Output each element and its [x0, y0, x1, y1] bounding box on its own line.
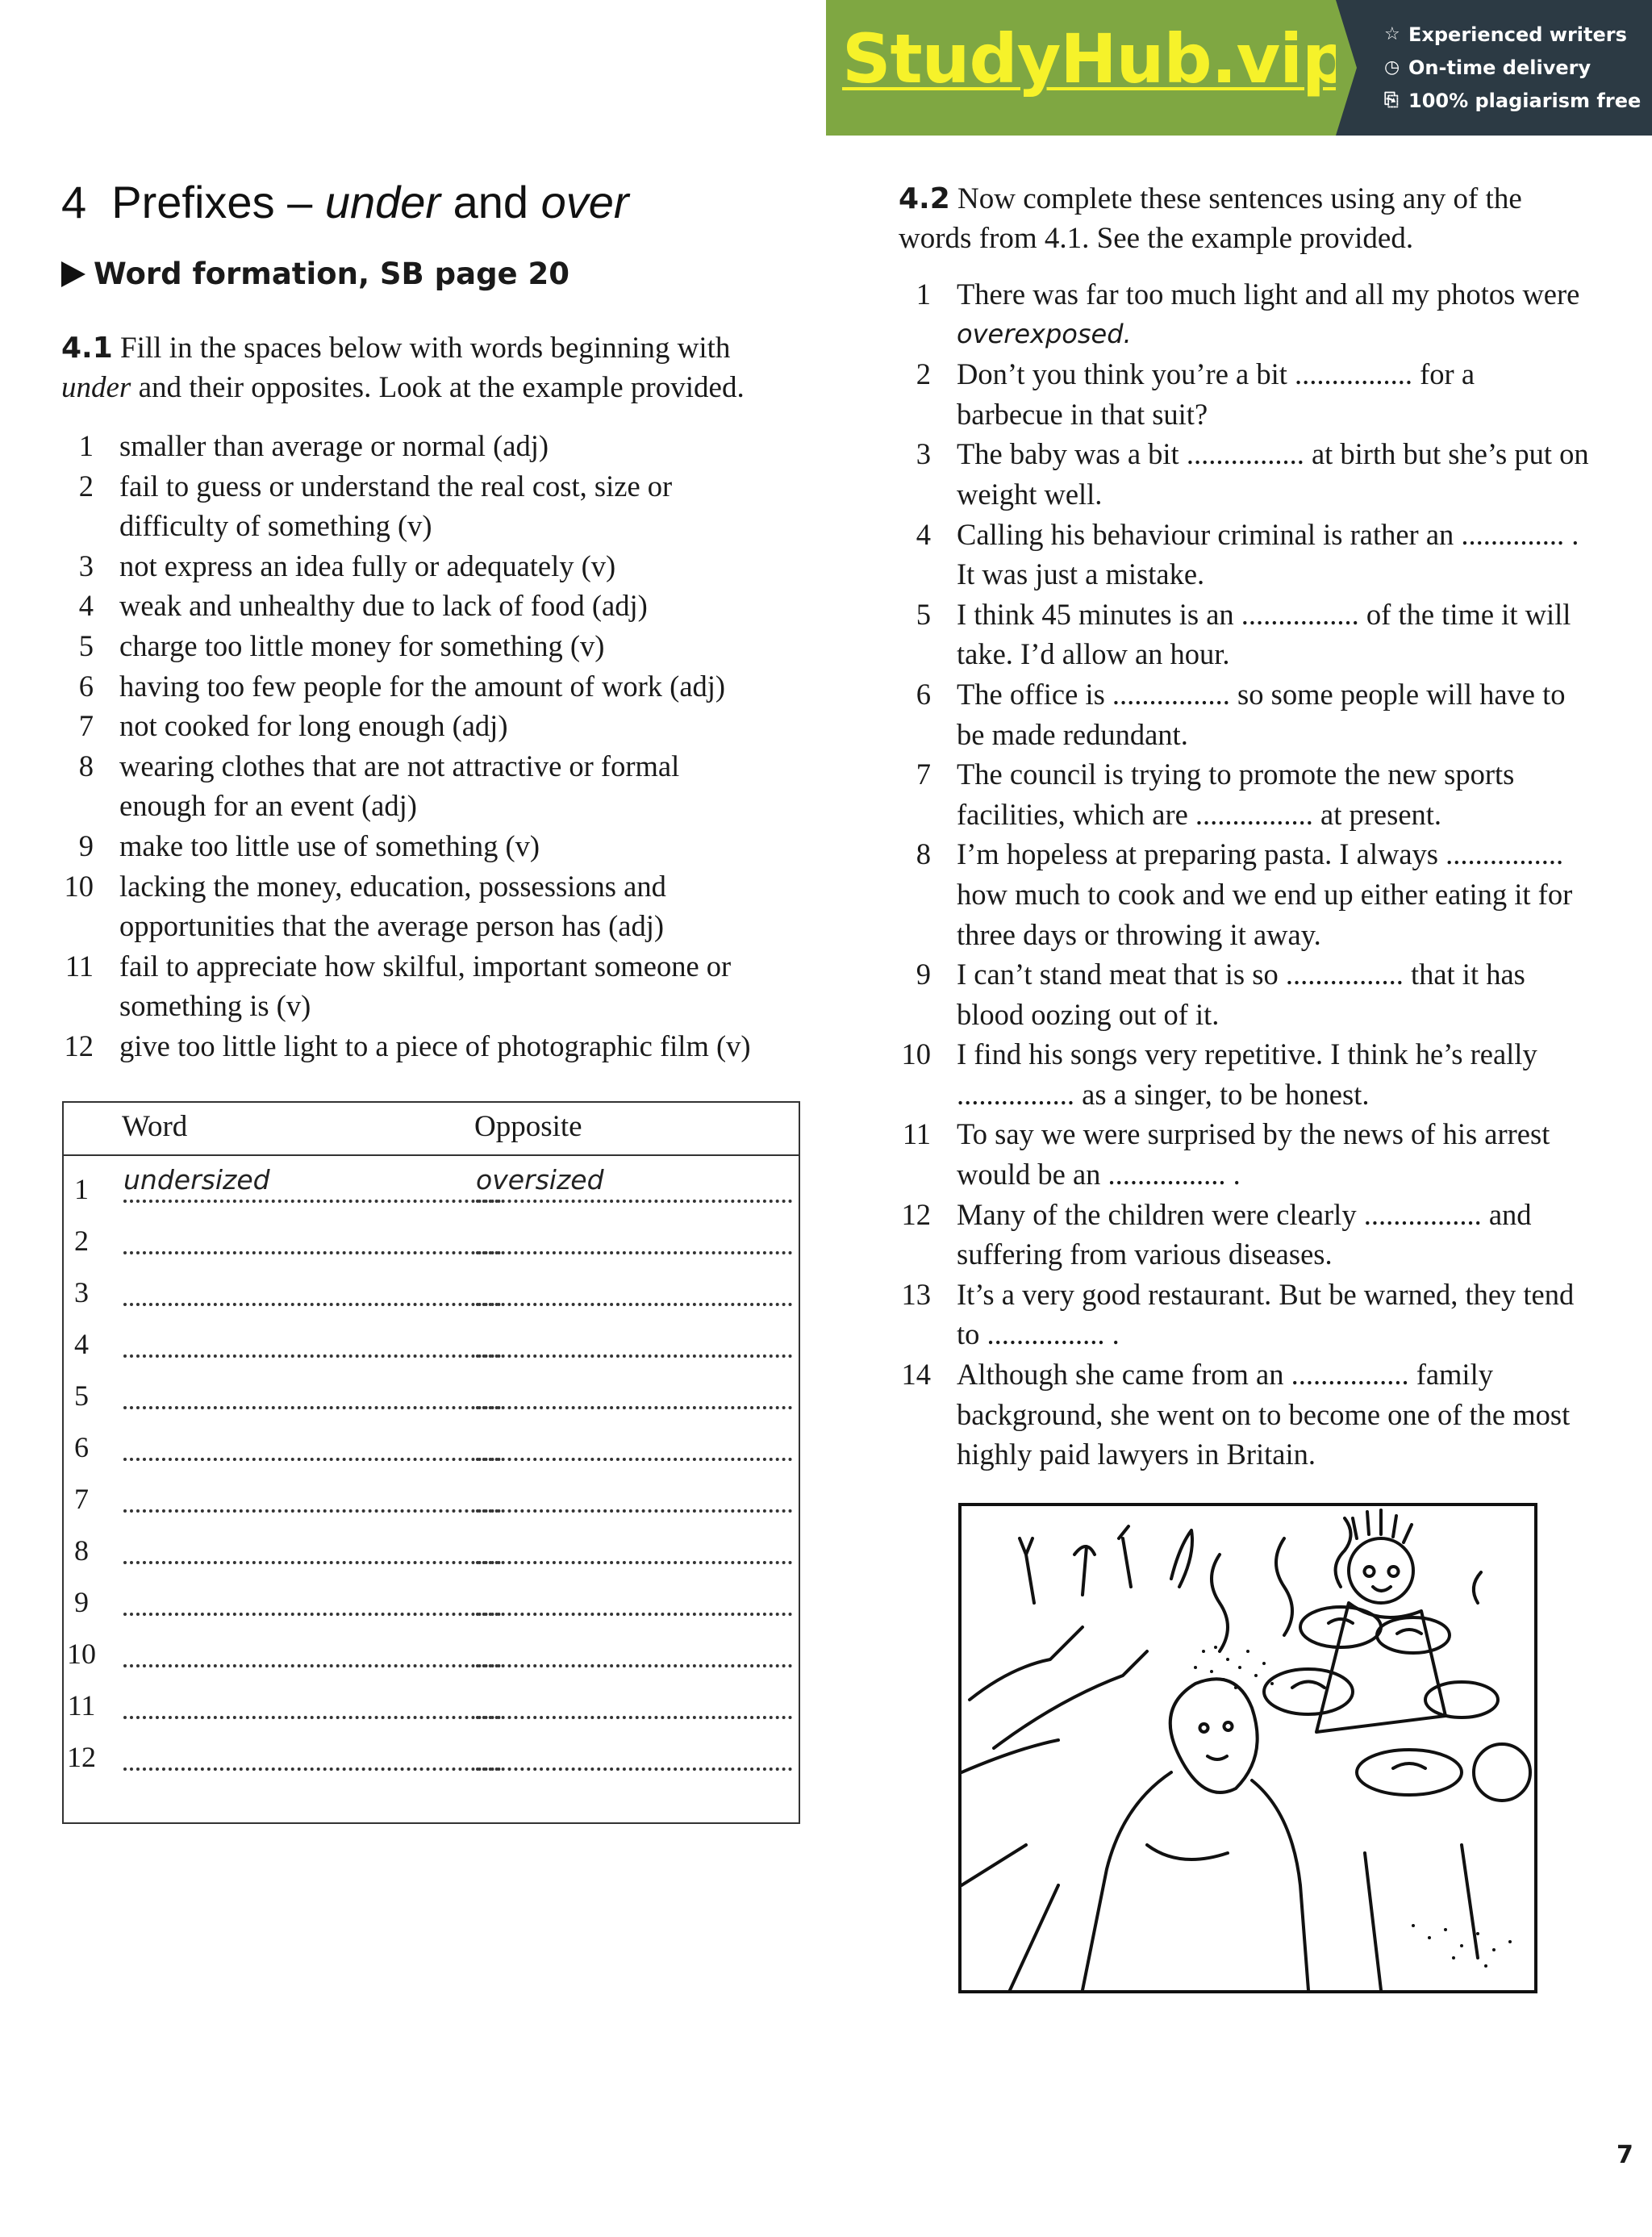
item-text-line: weak and unhealthy due to lack of food (adj) — [119, 589, 648, 623]
feature-item — [1384, 84, 1652, 117]
title-prefix: Prefixes – — [111, 177, 313, 227]
item-text-line: to ................ . — [957, 1317, 1120, 1351]
row-number: 9 — [74, 1586, 89, 1618]
table-row — [64, 1212, 799, 1264]
word-answer-field[interactable] — [123, 1629, 501, 1667]
instruction-text: Fill in the spaces below with words beginning with — [120, 332, 731, 365]
item-text-line: ................ as a singer, to be honest. — [957, 1077, 1370, 1111]
opposite-answer-field[interactable] — [476, 1319, 792, 1358]
opposite-answer-field[interactable]: oversized — [476, 1164, 792, 1203]
item-text-line: opportunities that the average person has (adj) — [119, 909, 665, 943]
page-title — [61, 176, 629, 228]
list-item — [899, 674, 1641, 754]
item-text-line: enough for an event (adj) — [119, 789, 417, 823]
word-answer-field[interactable] — [123, 1267, 501, 1306]
table-row — [64, 1264, 799, 1316]
item-text-line: It was just a mistake. — [957, 557, 1205, 591]
item-text-line: Although she came from an ................ family — [957, 1358, 1493, 1392]
row-number: 4 — [74, 1328, 89, 1360]
item-text-line: smaller than average or normal (adj) — [119, 429, 549, 462]
reference-line — [61, 257, 569, 291]
instruction-text: Now complete these sentences using any of the — [957, 182, 1522, 215]
table-row — [64, 1729, 799, 1780]
list-item — [899, 1275, 1641, 1354]
list-item — [899, 834, 1641, 954]
page-number: 7 — [1617, 2141, 1633, 2169]
row-number: 5 — [74, 1379, 89, 1412]
row-number: 7 — [74, 1483, 89, 1515]
list-item — [61, 626, 820, 666]
item-text-line: To say we were surprised by the news of his arrest — [957, 1117, 1550, 1151]
item-text-line: facilities, which are ................ at present. — [957, 797, 1442, 831]
item-number: 4 — [916, 517, 931, 551]
item-text-line: background, she went on to become one of the most — [957, 1397, 1571, 1431]
list-item — [61, 586, 820, 626]
opposite-answer-field[interactable] — [476, 1629, 792, 1667]
item-text-line: Many of the children were clearly ................ and — [957, 1197, 1532, 1231]
list-item — [899, 1354, 1641, 1475]
item-text-line: I find his songs very repetitive. I think he’s really — [957, 1037, 1537, 1071]
item-text-line: weight well. — [957, 477, 1103, 511]
list-item — [61, 666, 820, 707]
restaurant-cartoon — [962, 1506, 1534, 1990]
word-answer-field[interactable] — [123, 1680, 501, 1719]
opposite-answer-field[interactable] — [476, 1216, 792, 1254]
list-item — [899, 1195, 1641, 1275]
item-text-line: not cooked for long enough (adj) — [119, 709, 508, 743]
table-row — [64, 1316, 799, 1367]
title-word-under: under — [324, 177, 441, 227]
list-item — [61, 466, 820, 546]
list-item — [61, 866, 820, 946]
table-row — [64, 1522, 799, 1574]
table-row — [64, 1626, 799, 1677]
list-item — [61, 746, 820, 826]
word-table — [62, 1101, 800, 1824]
item-number: 11 — [65, 949, 94, 983]
word-answer-field[interactable] — [123, 1525, 501, 1564]
example-answer: overexposed. — [957, 318, 1132, 349]
item-text-line: how much to cook and we end up either eating it for — [957, 877, 1573, 911]
item-number: 12 — [901, 1197, 931, 1231]
word-answer-field[interactable] — [123, 1422, 501, 1461]
opposite-answer-field[interactable] — [476, 1474, 792, 1513]
item-text-line: having too few people for the amount of work (adj) — [119, 669, 726, 703]
table-row — [64, 1677, 799, 1729]
exercise-4-2-instruction — [899, 179, 1625, 258]
item-text-line: lacking the money, education, possessions and — [119, 869, 666, 903]
item-number: 5 — [916, 597, 931, 631]
feature-list — [1336, 0, 1652, 136]
opposite-answer-field[interactable] — [476, 1267, 792, 1306]
list-item — [899, 515, 1641, 595]
item-number: 5 — [78, 628, 94, 662]
list-item — [61, 426, 820, 466]
table-row — [64, 1419, 799, 1471]
item-text-line: fail to guess or understand the real cost, size or — [119, 469, 673, 503]
item-number: 3 — [916, 437, 931, 471]
row-number: 11 — [67, 1689, 96, 1722]
list-item — [899, 1034, 1641, 1114]
list-item — [61, 706, 820, 746]
document-check-icon: ⎘ — [1384, 90, 1399, 111]
exercise-4-1-instruction — [61, 328, 820, 407]
list-item — [899, 434, 1641, 514]
opposite-answer-field[interactable] — [476, 1525, 792, 1564]
studyhub-banner[interactable] — [826, 0, 1652, 136]
brand-logo[interactable] — [826, 0, 1350, 136]
item-number: 4 — [78, 589, 94, 623]
title-and: and — [453, 177, 529, 227]
unit-number: 4 — [61, 177, 87, 227]
exercise-number: 4.2 — [899, 182, 950, 215]
opposite-answer-field[interactable] — [476, 1422, 792, 1461]
item-number: 2 — [78, 469, 94, 503]
feature-text: Experienced writers — [1408, 23, 1627, 46]
word-answer-field[interactable] — [123, 1216, 501, 1254]
list-item — [899, 1114, 1641, 1194]
row-number: 1 — [74, 1173, 89, 1205]
table-row — [64, 1367, 799, 1419]
word-answer-field[interactable]: undersized — [123, 1164, 501, 1203]
item-text-line: I think 45 minutes is an ................ of the time it will — [957, 597, 1571, 631]
item-text-line: difficulty of something (v) — [119, 509, 432, 543]
word-answer-field[interactable] — [123, 1371, 501, 1409]
table-header — [64, 1103, 799, 1156]
opposite-answer-field[interactable] — [476, 1680, 792, 1719]
column-header-word: Word — [122, 1110, 188, 1143]
item-text-line: give too little light to a piece of photographic film (v) — [119, 1029, 751, 1062]
item-number: 3 — [78, 549, 94, 582]
item-number: 2 — [916, 357, 931, 391]
list-item — [899, 595, 1641, 674]
row-number: 10 — [67, 1638, 96, 1670]
list-item — [61, 546, 820, 586]
item-number: 11 — [902, 1117, 931, 1151]
item-number: 6 — [78, 669, 94, 703]
column-header-opposite: Opposite — [474, 1110, 582, 1143]
item-text-line: I’m hopeless at preparing pasta. I always ................ — [957, 837, 1564, 871]
item-number: 10 — [901, 1037, 931, 1071]
feature-text: 100% plagiarism free — [1408, 89, 1642, 112]
item-text-line: would be an ................ . — [957, 1158, 1241, 1192]
row-number: 8 — [74, 1534, 89, 1567]
list-item — [61, 946, 820, 1026]
item-text-line: not express an idea fully or adequately (v) — [119, 549, 616, 582]
exercise-number: 4.1 — [61, 332, 113, 365]
row-number: 3 — [74, 1276, 89, 1308]
word-answer-field[interactable] — [123, 1474, 501, 1513]
item-number: 1 — [78, 429, 94, 462]
item-number: 7 — [916, 757, 931, 791]
item-text-line: There was far too much light and all my photos were — [957, 278, 1580, 311]
item-number: 8 — [916, 837, 931, 871]
list-item — [61, 826, 820, 866]
opposite-answer-field[interactable] — [476, 1371, 792, 1409]
list-item — [899, 354, 1641, 434]
banner-arrow — [1336, 0, 1357, 136]
row-number: 6 — [74, 1431, 89, 1463]
item-text-line: make too little use of something (v) — [119, 828, 540, 862]
item-text-line: wearing clothes that are not attractive or formal — [119, 749, 680, 783]
brand-name: StudyHub.vip — [842, 19, 1350, 98]
item-text-line: be made redundant. — [957, 717, 1188, 751]
item-text-line: I can’t stand meat that is so ................ that it has — [957, 958, 1525, 991]
list-item — [899, 274, 1641, 354]
item-text-line: fail to appreciate how skilful, important someone or — [119, 949, 732, 983]
row-number: 2 — [74, 1225, 89, 1257]
item-text-line: three days or throwing it away. — [957, 917, 1321, 951]
item-text-line: It’s a very good restaurant. But be warned, they tend — [957, 1277, 1575, 1311]
opposite-answer-field[interactable] — [476, 1732, 792, 1771]
word-answer-field[interactable] — [123, 1577, 501, 1616]
restaurant-illustration — [958, 1503, 1537, 1993]
word-answer-field[interactable] — [123, 1732, 501, 1771]
item-text-line: Calling his behaviour criminal is rather an .............. . — [957, 517, 1579, 551]
row-number: 12 — [67, 1741, 96, 1773]
item-number: 14 — [901, 1358, 931, 1392]
list-item — [899, 754, 1641, 834]
item-text-line: blood oozing out of it. — [957, 997, 1220, 1031]
instruction-keyword: under — [61, 371, 131, 404]
item-text-line: suffering from various diseases. — [957, 1237, 1333, 1271]
item-number: 9 — [916, 958, 931, 991]
item-number: 9 — [78, 828, 94, 862]
item-text-line: highly paid lawyers in Britain. — [957, 1438, 1316, 1471]
feature-item — [1384, 51, 1652, 84]
item-number: 10 — [64, 869, 94, 903]
play-triangle-icon — [61, 261, 86, 287]
list-item — [61, 1026, 820, 1066]
item-number: 12 — [64, 1029, 94, 1062]
title-word-over: over — [540, 177, 629, 227]
instruction-text: and their opposites. Look at the example provided. — [138, 371, 745, 404]
item-text-line: The council is trying to promote the new sports — [957, 757, 1515, 791]
list-item — [899, 954, 1641, 1034]
item-text-line: take. I’d allow an hour. — [957, 637, 1230, 671]
item-text-line: The baby was a bit ................ at birth but she’s put on — [957, 437, 1589, 471]
table-row — [64, 1471, 799, 1522]
feature-item — [1384, 18, 1652, 51]
star-icon: ☆ — [1384, 24, 1400, 44]
item-number: 1 — [916, 278, 931, 311]
sentence-list — [899, 274, 1641, 1475]
item-number: 7 — [78, 709, 94, 743]
opposite-answer-field[interactable] — [476, 1577, 792, 1616]
item-text-line: Don’t you think you’re a bit ................ for a — [957, 357, 1475, 391]
item-text-line: barbecue in that suit? — [957, 397, 1208, 431]
feature-text: On-time delivery — [1408, 56, 1592, 79]
item-number: 6 — [916, 677, 931, 711]
item-text-line: charge too little money for something (v) — [119, 628, 605, 662]
table-row — [64, 1574, 799, 1626]
item-number: 8 — [78, 749, 94, 783]
definition-list — [61, 426, 820, 1066]
item-text-line: something is (v) — [119, 989, 311, 1023]
word-answer-field[interactable] — [123, 1319, 501, 1358]
item-text-line: The office is ................ so some people will have to — [957, 677, 1566, 711]
instruction-text: words from 4.1. See the example provided. — [899, 222, 1414, 255]
reference-text: Word formation, SB page 20 — [94, 257, 570, 291]
item-number: 13 — [901, 1277, 931, 1311]
table-row — [64, 1161, 799, 1212]
clock-icon: ◷ — [1384, 57, 1400, 77]
